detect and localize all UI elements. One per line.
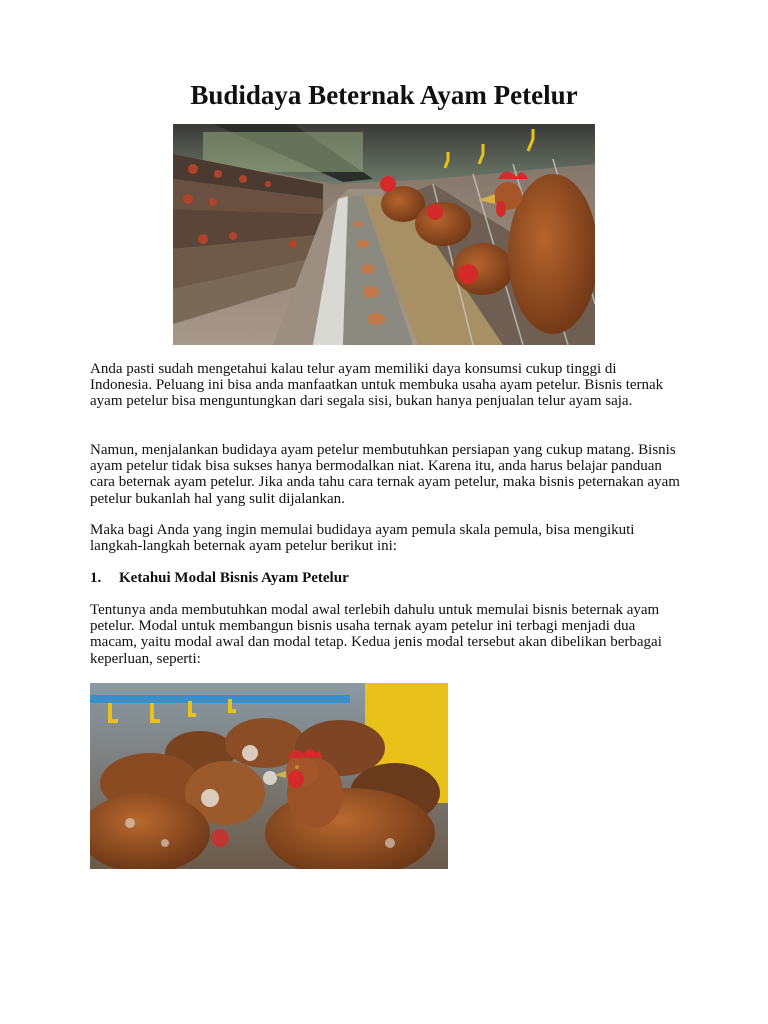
document-title: Budidaya Beternak Ayam Petelur (190, 80, 578, 110)
section-number: 1. (90, 570, 102, 586)
capital-paragraph: Tentunya anda membutuhkan modal awal terlebih dahulu untuk memulai bisnis beternak ayam petelur. Modal untuk membangun bisnis usaha ternak ayam petelur ini terbagi menjadi dua macam, yaitu modal awal dan modal tetap. Kedua jenis modal tersebut akan dibelikan berbagai keperluan, seperti: (90, 602, 662, 667)
section-heading-text: Ketahui Modal Bisnis Ayam Petelur (119, 570, 349, 586)
brown-hens-photo (90, 683, 448, 869)
intro-paragraph: Anda pasti sudah mengetahui kalau telur ayam memiliki daya konsumsi cukup tinggi di Indonesia. Peluang ini bisa anda manfaatkan untuk membuka usaha ayam petelur. Bisnis ternak ayam petelur bisa menguntungkan dari segala sisi, bukan hanya penjualan telur ayam saja. (90, 361, 664, 410)
preparation-paragraph: Namun, menjalankan budidaya ayam petelur membutuhkan persiapan yang cukup matang. Bisnis ayam petelur tidak bisa sukses hanya bermodalkan niat. Karena itu, anda harus belajar panduan cara beternak ayam petelur. Jika anda tahu cara ternak ayam petelur, maka bisnis peternakan ayam petelur bukanlah hal yang sulit dijalankan. (90, 442, 680, 507)
section-heading (90, 570, 349, 587)
poultry-farm-photo (173, 124, 595, 345)
steps-intro-paragraph: Maka bagi Anda yang ingin memulai budidaya ayam pemula skala pemula, bisa mengikuti langkah-langkah beternak ayam petelur berikut ini: (90, 522, 635, 555)
